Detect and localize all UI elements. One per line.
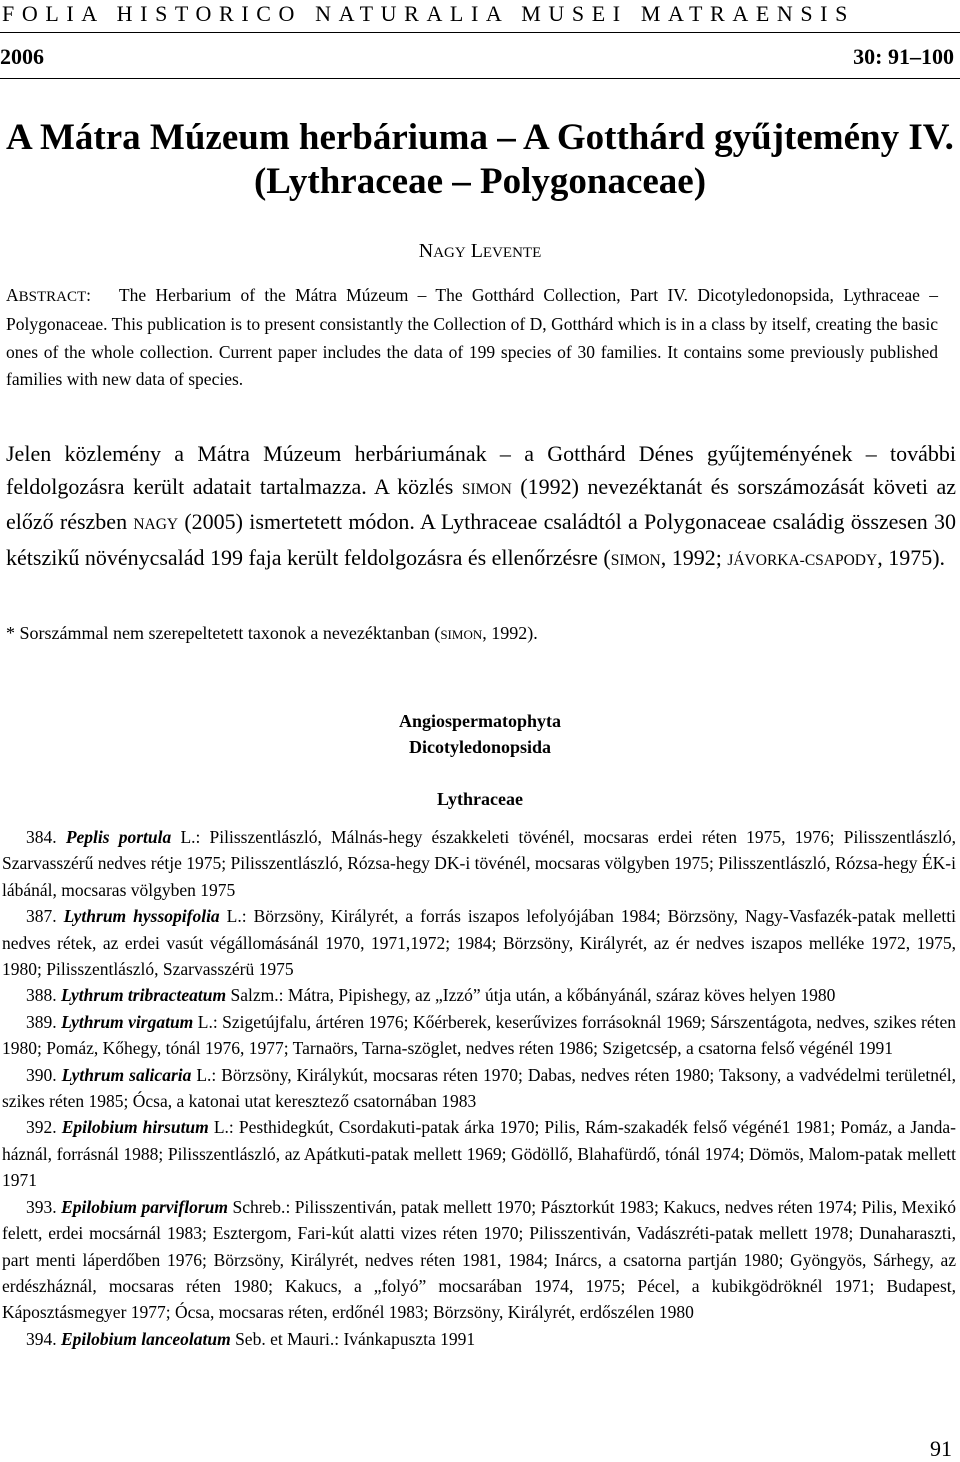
species-author: L. bbox=[191, 1064, 212, 1085]
entry-localities: : Szigetújfalu, ártéren 1976; Kőérberek, keserűvizes forrásoknál 1969; Sárszentágota, nedves, szikes réten 1980; Pomáz, Kőhegy, tónál 1976, 1977; Tarnaörs, Tarna-szöglet, nedves réten 1986; Szigetcsép, a csatorna felső végénél 1991 bbox=[2, 1011, 956, 1059]
species-name: Lythrum tribracteatum bbox=[61, 985, 227, 1006]
heading-family: Lythraceae bbox=[437, 789, 523, 809]
entry-localities: : Pilisszentlászló, Málnás-hegy északkeleti tövénél, mocsaras erdei réten 1975, 1976; Pilisszentlászló, Szarvasszérű nedves rétje 1975; Pilisszentlászló, Rózsa-hegy DK-i tövénél, mocsaras völgyben 1975; Pilisszentlászló, Rózsa-hegy ÉK-i lábánál, mocsaras völgyben 1975 bbox=[2, 827, 957, 900]
entry-localities: : Pilisszentiván, patak mellett 1970; Pásztorkút 1983; Kakucs, nedves réten 1974; Pilis, Mexikó felett, erdei mocsárnál 1983; Esztergom, Fari-kút alatti vizes réten 1970; Pilisszentiván, Vadászréti-patak mellett 1978; Dunaharaszti, part menti láperdőben 1976; Börzsöny, Királyrét, nedves réten 1981, 1984; Inárcs, a csatorna partján 1980; Gyöngyös, Sárhegy, az erdészháznál, mocsaras réten 1980; Kakucs, a „folyó” mocsarában 1974, 1975; Pécel, a kubikgödröknél 1971; Budapest, Káposztásmegyer 1977; Ócsa, mocsaras réten, erdőnél 1983; Börzsöny, Királyrét, erdőszélen 1980 bbox=[2, 1196, 956, 1323]
entry-number: 394. bbox=[26, 1328, 61, 1349]
abstract-label-initial: A bbox=[6, 285, 19, 305]
intro-author-simon: SIMON bbox=[461, 480, 512, 498]
title-line-1: A Mátra Múzeum herbáriuma – A Gotthárd gyűjtemény IV. bbox=[6, 117, 954, 158]
abstract-text: The Herbarium of the Mátra Múzeum – The Gotthárd Collection, Part IV. Dicotyledonopsida, Lythraceae – Polygonaceae. This publication is to present consistantly the Collection of D, Gotthárd which is in a class by itself, creating the basic ones of the whole collection. Current paper includes the data of 199 species of 30 families. It contains some previously published families with new data of species. bbox=[6, 285, 938, 389]
author-first-rest: AGY bbox=[433, 245, 466, 261]
species-entry bbox=[2, 1326, 956, 1352]
species-name: Epilobium parviflorum bbox=[61, 1196, 228, 1217]
species-name: Lythrum salicaria bbox=[61, 1064, 192, 1085]
abstract-label-rest: BSTRACT bbox=[18, 289, 87, 305]
abstract-label bbox=[6, 282, 91, 311]
species-author: L. bbox=[219, 906, 242, 927]
intro-text-1: Jelen közlemény a Mátra Múzeum herbáriumának – a Gotthárd Dénes gyűjteményének – további feldolgozásra került adatait tartalmazza. A közlés bbox=[6, 441, 956, 499]
species-author: Seb. et Mauri. bbox=[230, 1328, 335, 1349]
species-author: L. bbox=[208, 1117, 229, 1138]
entry-number: 393. bbox=[26, 1196, 62, 1217]
entry-number: 387. bbox=[26, 906, 64, 927]
author-last-initial: L bbox=[470, 240, 483, 262]
entry-localities: : Pesthidegkút, Csordakuti-patak árka 1970; Pilis, Rám-szakadék felső végéné1 1981; Pomáz, a Janda-háznál, forrásnál 1988; Pilisszentlászló, az Apátkuti-patak mellett 1969; Gödöllő, Blahafürdő, tónál 1974; Dömös, Malom-patak mellett 1971 bbox=[2, 1117, 956, 1191]
title-line-2: (Lythraceae – Polygonaceae) bbox=[253, 161, 707, 202]
abstract-label-colon: : bbox=[86, 285, 92, 305]
species-name: Lythrum virgatum bbox=[61, 1011, 194, 1032]
species-name: Epilobium hirsutum bbox=[61, 1117, 209, 1138]
footnote-author-simon: SIMON bbox=[440, 627, 483, 642]
species-entry bbox=[2, 1062, 956, 1115]
species-entry bbox=[2, 824, 956, 903]
author-last-rest: EVENTE bbox=[482, 245, 542, 261]
entry-localities: : Börzsöny, Királykút, mocsaras réten 1970; Dabas, nedves réten 1980; Taksony, a vadvédelmi területnél, szikes réten 1985; Ócsa, a katonai utat keresztező csatornában 1983 bbox=[2, 1064, 957, 1112]
intro-text-3: (2005) ismertetett módon. A Lythraceae családtól a Polygonaceae családig összesen 30 kétszikű növénycsalád 199 faja került feldolgozásra és ellenőrzésre ( bbox=[6, 509, 956, 570]
entry-number: 392. bbox=[26, 1117, 62, 1138]
author-name bbox=[0, 236, 960, 268]
abstract bbox=[6, 282, 938, 393]
header-rule-bottom bbox=[0, 78, 960, 79]
intro-text-5: , 1975). bbox=[877, 544, 946, 570]
species-name: Lythrum hyssopifolia bbox=[63, 906, 220, 927]
footnote-text-2: , 1992). bbox=[482, 623, 538, 643]
heading-division: Angiospermatophyta bbox=[398, 711, 561, 731]
species-name: Peplis portula bbox=[65, 827, 172, 847]
heading-class: Dicotyledonopsida bbox=[408, 737, 552, 757]
species-author: Schreb. bbox=[227, 1196, 286, 1217]
intro-text-4: , 1992; bbox=[660, 544, 728, 570]
species-author: L. bbox=[171, 827, 196, 847]
species-entry bbox=[2, 1114, 956, 1193]
article-title bbox=[0, 116, 960, 204]
entry-number: 388. bbox=[26, 985, 61, 1006]
species-name: Epilobium lanceolatum bbox=[61, 1328, 231, 1349]
intro-author-nagy: NAGY bbox=[133, 516, 179, 534]
introduction-paragraph bbox=[6, 438, 956, 577]
species-entry bbox=[2, 1194, 956, 1326]
intro-author-simon-2: SIMON bbox=[610, 551, 661, 569]
species-list bbox=[2, 824, 956, 1352]
intro-text-2: (1992) nevezéktanát és sorszámozását követi az előző részben bbox=[6, 473, 956, 535]
author-first-initial: N bbox=[418, 240, 434, 262]
entry-localities: : Börzsöny, Királyrét, a forrás iszapos lefolyójában 1984; Börzsöny, Nagy-Vasfazék-patak melletti nedves rétek, az erdei vasút végállomásánál 1970, 1971,1972; 1984; Börzsöny, Királyrét, az ér nedves iszapos melléke 1972, 1975, 1980; Pilisszentlászló, Szarvasszérü 1975 bbox=[2, 906, 957, 980]
page-number: 91 bbox=[930, 1436, 952, 1461]
entry-number: 384. bbox=[26, 827, 66, 847]
species-author: Salzm. bbox=[226, 985, 279, 1006]
header-row bbox=[0, 42, 960, 72]
species-entry bbox=[2, 1009, 956, 1062]
footnote bbox=[6, 620, 946, 648]
intro-author-javorka: JÁVORKA-CSAPODY bbox=[727, 551, 878, 569]
species-entry bbox=[2, 903, 956, 982]
journal-name: FOLIA HISTORICO NATURALIA MUSEI MATRAENSIS bbox=[2, 1, 855, 26]
header-rule-top bbox=[0, 32, 960, 33]
entry-localities: : Ivánkapuszta 1991 bbox=[334, 1328, 476, 1349]
species-author: L. bbox=[193, 1011, 213, 1032]
entry-number: 390. bbox=[26, 1064, 62, 1085]
publication-year: 2006 bbox=[0, 44, 44, 69]
entry-number: 389. bbox=[26, 1011, 62, 1032]
footnote-text-1: * Sorszámmal nem szerepeltetett taxonok a nevezéktanban ( bbox=[6, 623, 441, 643]
entry-localities: : Mátra, Pipishegy, az „Izzó” útja után, a kőbányánál, száraz köves helyen 1980 bbox=[278, 985, 836, 1006]
species-entry bbox=[2, 982, 956, 1008]
volume-pages: 30: 91–100 bbox=[853, 44, 954, 69]
